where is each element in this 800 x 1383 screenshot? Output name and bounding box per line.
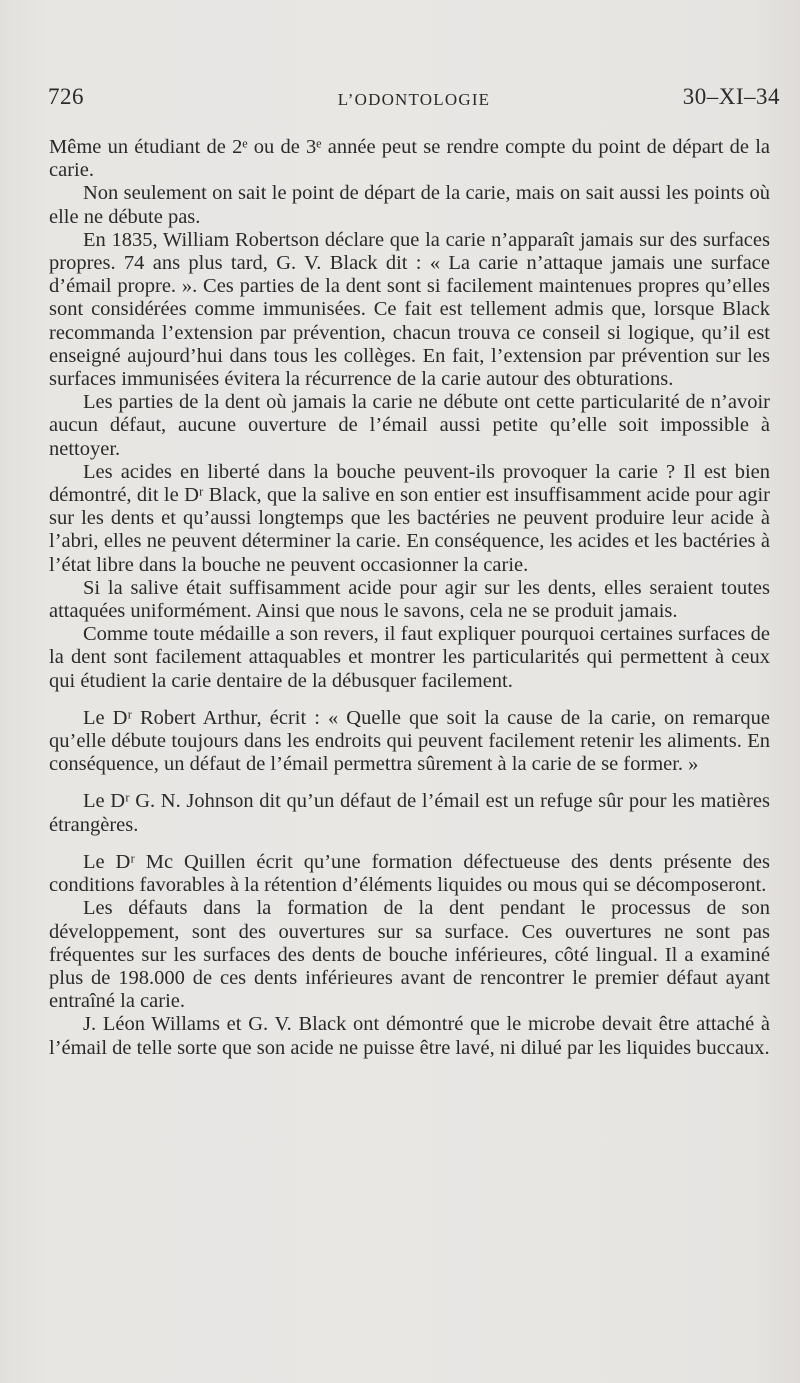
paragraph: Les parties de la dent où jamais la carie ne débute ont cette particularité de n’avoir aucun défaut, aucune ouverture de l’émail aussi petite qu’elle soit impossible à nettoyer. (49, 391, 770, 460)
paragraph: Les défauts dans la formation de la dent pendant le processus de son développement, sont des ouvertures sur sa surface. Ces ouvertures ne sont pas fréquentes sur les surfaces des dents de bouche inférieures, côté lingual. Il a examiné plus de 198.000 de ces dents inférieures avant de rencontrer le premier défaut ayant entraîné la carie. (49, 897, 770, 1013)
paragraph: En 1835, William Robertson déclare que la carie n’apparaît jamais sur des surfaces propres. 74 ans plus tard, G. V. Black dit : « La carie n’attaque jamais une surface d’émail propre. ». Ces parties de la dent sont si facilement maintenues propres qu’elles sont considérées comme immunisées. Ce fait est tellement admis que, lorsque Black recommanda l’extension par prévention, chacun trouva ce conseil si logique, qu’il est enseigné aujourd’hui dans tous les collèges. En fait, l’extension par prévention sur les surfaces immunisées évitera la récurrence de la carie autour des obturations. (49, 228, 770, 391)
paragraph: Si la salive était suffisamment acide pour agir sur les dents, elles seraient toutes attaquées uniformément. Ainsi que nous le savons, cela ne se produit jamais. (49, 576, 770, 623)
issue-date: 30–XI–34 (682, 84, 780, 109)
page-number: 726 (48, 84, 84, 109)
paragraph: Le Dʳ Robert Arthur, écrit : « Quelle que soit la cause de la carie, on remarque qu’elle débute toujours dans les endroits qui peuvent facilement retenir les aliments. En conséquence, un défaut de l’émail permettra sûrement à la carie de se former. » (49, 706, 770, 776)
paragraph: J. Léon Willams et G. V. Black ont démontré que le microbe devait être attaché à l’émail de telle sorte que son acide ne puisse être lavé, ni dilué par les liquides buccaux. (49, 1013, 770, 1059)
journal-title: L’ODONTOLOGIE (337, 90, 491, 109)
paragraph: Comme toute médaille a son revers, il faut expliquer pourquoi certaines surfaces de la dent sont facilement attaquables et montrer les particularités qui permettent à ceux qui étudient la carie dentaire de la débusquer facilement. (49, 623, 770, 692)
running-head (48, 84, 780, 114)
paragraph: Même un étudiant de 2ᵉ ou de 3ᵉ année peut se rendre compte du point de départ de la carie. (49, 136, 770, 182)
paragraph: Les acides en liberté dans la bouche peuvent-ils provoquer la carie ? Il est bien démontré, dit le Dʳ Black, que la salive en son entier est insuffisamment acide pour agir sur les dents et qu’aussi longtemps que les bactéries ne peuvent produire leur acide à l’abri, elles ne peuvent déterminer la carie. En conséquence, les acides et les bactéries à l’état libre dans la bouche ne peuvent occasionner la carie. (49, 460, 770, 576)
paragraph: Non seulement on sait le point de départ de la carie, mais on sait aussi les points où elle ne débute pas. (49, 182, 770, 228)
paragraph: Le Dʳ G. N. Johnson dit qu’un défaut de l’émail est un refuge sûr pour les matières étrangères. (49, 790, 770, 836)
article-body (49, 136, 770, 1060)
paragraph: Le Dʳ Mc Quillen écrit qu’une formation défectueuse des dents présente des conditions favorables à la rétention d’éléments liquides ou mous qui se décomposeront. (49, 850, 770, 897)
